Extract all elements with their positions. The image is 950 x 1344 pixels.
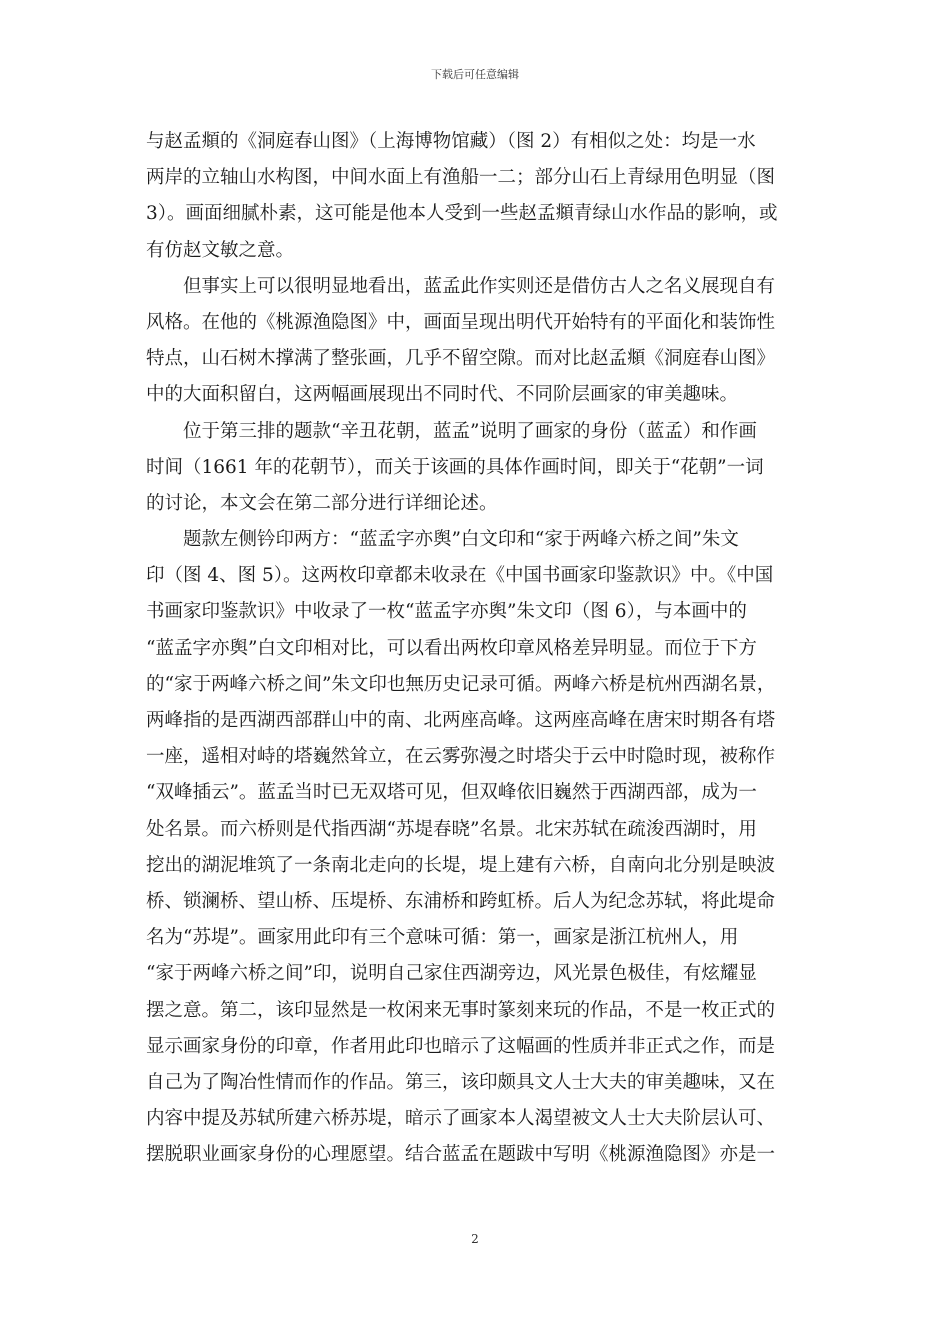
paragraph-first-line: 位于第三排的题款“辛丑花朝，蓝孟”说明了画家的身份（蓝孟）和作画	[183, 420, 757, 442]
text-line: 内容中提及苏轼所建六桥苏堤，暗示了画家本人渴望被文人士大夫阶层认可、	[146, 1108, 776, 1130]
page-number: 2	[471, 1232, 479, 1246]
text-line: 摆之意。第二，该印显然是一枚闲来无事时篆刻来玩的作品，不是一枚正式的	[146, 999, 776, 1021]
text-line: “双峰插云”。蓝孟当时已无双塔可见，但双峰依旧巍然于西湖西部，成为一	[146, 782, 757, 804]
text-line: 3）。画面细腻朴素，这可能是他本人受到一些赵孟頫青绿山水作品的影响，或	[146, 203, 778, 225]
text-line: 两峰指的是西湖西部群山中的南、北两座高峰。这两座高峰在唐宋时期各有塔	[146, 710, 776, 731]
text-line: 处名景。而六桥则是代指西湖“苏堤春晓”名景。北宋苏轼在疏浚西湖时，用	[146, 818, 757, 840]
text-line: 的讨论，本文会在第二部分进行详细论述。	[146, 492, 498, 514]
text-line: 的“家于两峰六桥之间”朱文印也無历史记录可循。两峰六桥是杭州西湖名景，	[146, 673, 776, 695]
text-line: 挖出的湖泥堆筑了一条南北走向的长堤，堤上建有六桥，自南向北分别是映波	[146, 854, 776, 876]
text-line: 书画家印鉴款识》中收录了一枚“蓝孟字亦舆”朱文印（图 6），与本画中的	[146, 601, 747, 623]
text-line: 特点，山石树木撑满了整张画，几乎不留空隙。而对比赵孟頫《洞庭春山图》	[146, 348, 776, 370]
text-line: 印（图 4、图 5）。这两枚印章都未收录在《中国书画家印鉴款识》中。《中国	[146, 565, 774, 587]
paragraph-first-line: 但事实上可以很明显地看出，蓝孟此作实则还是借仿古人之名义展现自有	[183, 275, 776, 297]
text-line: 两岸的立轴山水构图，中间水面上有渔船一二；部分山石上青绿用色明显（图	[146, 167, 776, 189]
text-line: 有仿赵文敏之意。	[146, 239, 295, 261]
text-line: 一座，遥相对峙的塔巍然耸立，在云雾弥漫之时塔尖于云中时隐时现，被称作	[146, 746, 776, 768]
text-line: “家于两峰六桥之间”印，说明自己家住西湖旁边，风光景色极佳，有炫耀显	[146, 963, 757, 985]
text-line: 时间（1661 年的花朝节），而关于该画的具体作画时间，即关于“花朝”一词	[146, 456, 764, 478]
text-line: “蓝孟字亦舆”白文印相对比，可以看出两枚印章风格差异明显。而位于下方	[146, 637, 757, 659]
document-body	[146, 124, 810, 1173]
paragraph-first-line: 题款左侧钤印两方：“蓝孟字亦舆”白文印和“家于两峰六桥之间”朱文	[183, 529, 739, 551]
text-line: 桥、锁澜桥、望山桥、压堤桥、东浦桥和跨虹桥。后人为纪念苏轼，将此堤命	[146, 890, 776, 912]
text-line: 显示画家身份的印章，作者用此印也暗示了这幅画的性质并非正式之作，而是	[146, 1035, 776, 1057]
text-line: 与赵孟頫的《洞庭春山图》（上海博物馆藏）（图 2）有相似之处：均是一水	[146, 131, 756, 152]
text-line: 风格。在他的《桃源渔隐图》中，画面呈现出明代开始特有的平面化和装饰性	[146, 311, 776, 333]
page-header: 下载后可任意编辑	[431, 68, 519, 81]
text-line: 自己为了陶冶性情而作的作品。第三，该印颇具文人士大夫的审美趣味，又在	[146, 1071, 776, 1093]
text-line: 名为“苏堤”。画家用此印有三个意味可循：第一，画家是浙江杭州人，用	[146, 927, 739, 949]
text-line: 摆脱职业画家身份的心理愿望。结合蓝孟在题跋中写明《桃源渔隐图》亦是一	[146, 1144, 776, 1166]
text-line: 中的大面积留白，这两幅画展现出不同时代、不同阶层画家的审美趣味。	[146, 384, 739, 406]
